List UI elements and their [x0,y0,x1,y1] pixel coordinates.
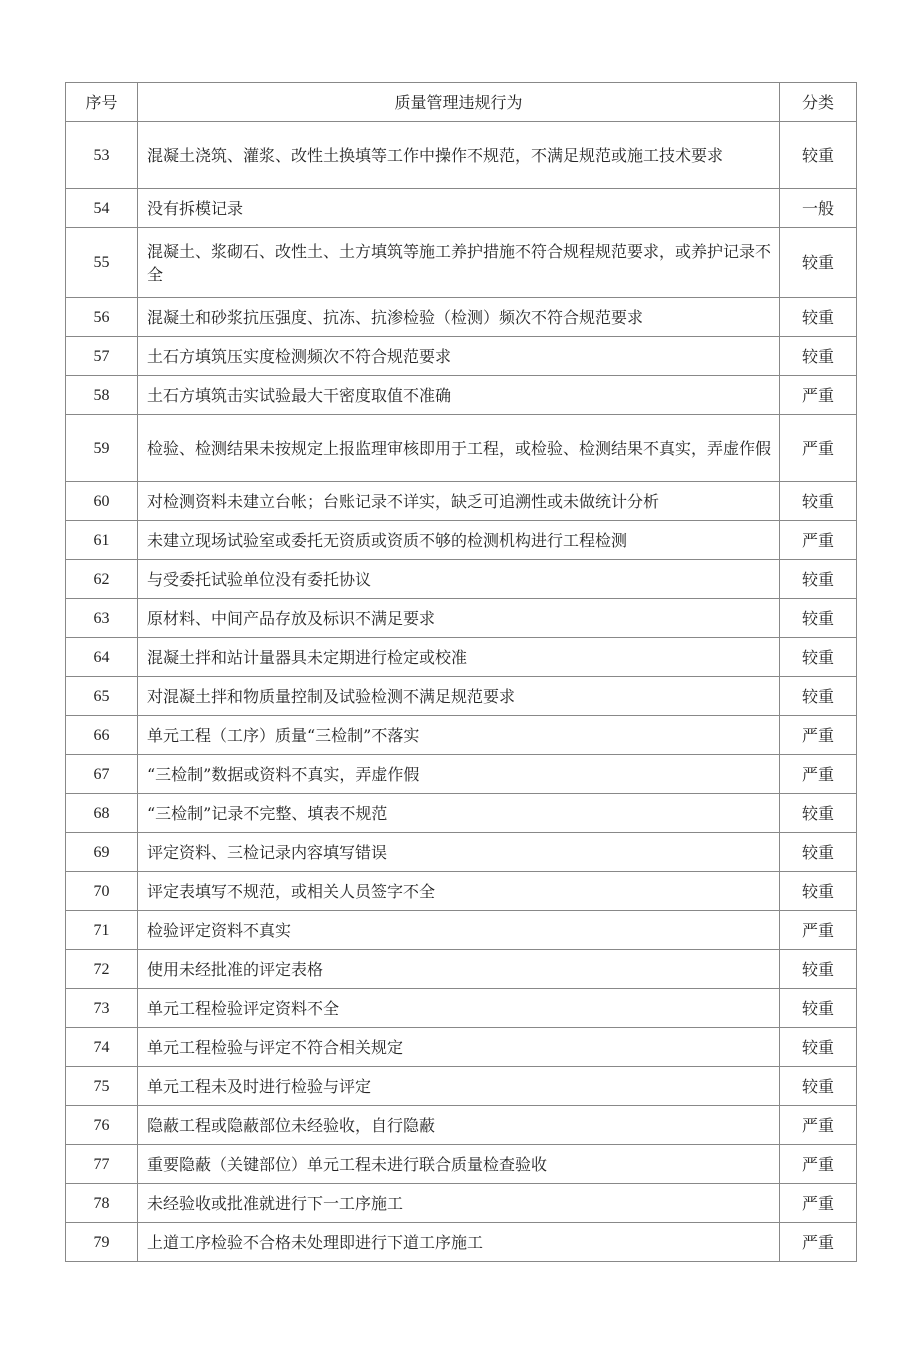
row-category: 较重 [780,1067,857,1106]
row-category: 严重 [780,716,857,755]
row-violation: 混凝土拌和站计量器具未定期进行检定或校准 [138,638,780,677]
row-category: 较重 [780,298,857,337]
row-number: 69 [66,833,138,872]
table-row [66,1028,857,1067]
row-violation: 单元工程检验与评定不符合相关规定 [138,1028,780,1067]
row-number: 59 [66,415,138,482]
row-violation: 使用未经批准的评定表格 [138,950,780,989]
row-number: 53 [66,122,138,189]
row-number: 60 [66,482,138,521]
row-violation: 未建立现场试验室或委托无资质或资质不够的检测机构进行工程检测 [138,521,780,560]
violations-table [65,82,857,1262]
row-number: 70 [66,872,138,911]
row-violation: 对检测资料未建立台帐；台账记录不详实，缺乏可追溯性或未做统计分析 [138,482,780,521]
row-violation: 检验、检测结果未按规定上报监理审核即用于工程，或检验、检测结果不真实，弄虚作假 [138,415,780,482]
row-violation: 原材料、中间产品存放及标识不满足要求 [138,599,780,638]
row-violation: 重要隐蔽（关键部位）单元工程未进行联合质量检查验收 [138,1145,780,1184]
row-violation: 与受委托试验单位没有委托协议 [138,560,780,599]
row-violation: 评定表填写不规范，或相关人员签字不全 [138,872,780,911]
row-number: 66 [66,716,138,755]
row-category: 较重 [780,560,857,599]
row-violation: 检验评定资料不真实 [138,911,780,950]
table-row [66,638,857,677]
row-category: 严重 [780,376,857,415]
table-row [66,228,857,298]
table-row [66,337,857,376]
row-violation: 单元工程检验评定资料不全 [138,989,780,1028]
row-category: 较重 [780,872,857,911]
row-category: 较重 [780,833,857,872]
row-violation: 单元工程未及时进行检验与评定 [138,1067,780,1106]
row-category: 严重 [780,1145,857,1184]
row-category: 严重 [780,1223,857,1262]
row-number: 63 [66,599,138,638]
row-number: 74 [66,1028,138,1067]
row-category: 较重 [780,228,857,298]
table-row [66,950,857,989]
row-category: 较重 [780,950,857,989]
table-row [66,1145,857,1184]
row-category: 严重 [780,755,857,794]
table-row [66,376,857,415]
row-number: 67 [66,755,138,794]
table-row [66,1184,857,1223]
table-row [66,911,857,950]
table-row [66,716,857,755]
header-number: 序号 [66,83,138,122]
row-violation: 评定资料、三检记录内容填写错误 [138,833,780,872]
row-number: 71 [66,911,138,950]
row-number: 55 [66,228,138,298]
header-category: 分类 [780,83,857,122]
table-row [66,755,857,794]
table-row [66,122,857,189]
row-category: 较重 [780,989,857,1028]
row-violation: 隐蔽工程或隐蔽部位未经验收，自行隐蔽 [138,1106,780,1145]
row-category: 严重 [780,521,857,560]
row-number: 54 [66,189,138,228]
row-violation: 混凝土和砂浆抗压强度、抗冻、抗渗检验（检测）频次不符合规范要求 [138,298,780,337]
table-row [66,482,857,521]
table-row [66,521,857,560]
table-row [66,298,857,337]
table-row [66,560,857,599]
table-row [66,1106,857,1145]
row-category: 严重 [780,1106,857,1145]
table-row [66,189,857,228]
row-number: 56 [66,298,138,337]
header-violation: 质量管理违规行为 [138,83,780,122]
row-violation: “三检制”记录不完整、填表不规范 [138,794,780,833]
table-header-row [66,83,857,122]
row-category: 较重 [780,794,857,833]
row-number: 58 [66,376,138,415]
row-violation: 混凝土、浆砌石、改性土、土方填筑等施工养护措施不符合规程规范要求，或养护记录不全 [138,228,780,298]
table-row [66,1223,857,1262]
table-body [66,122,857,1262]
row-number: 77 [66,1145,138,1184]
row-number: 65 [66,677,138,716]
table-row [66,599,857,638]
table-row [66,833,857,872]
table-row [66,794,857,833]
row-category: 较重 [780,677,857,716]
row-violation: 没有拆模记录 [138,189,780,228]
row-number: 76 [66,1106,138,1145]
row-category: 较重 [780,1028,857,1067]
row-violation: 单元工程（工序）质量“三检制”不落实 [138,716,780,755]
row-category: 一般 [780,189,857,228]
row-number: 75 [66,1067,138,1106]
row-violation: “三检制”数据或资料不真实，弄虚作假 [138,755,780,794]
row-violation: 未经验收或批准就进行下一工序施工 [138,1184,780,1223]
row-category: 较重 [780,638,857,677]
row-number: 68 [66,794,138,833]
row-violation: 土石方填筑压实度检测频次不符合规范要求 [138,337,780,376]
row-category: 严重 [780,911,857,950]
row-number: 62 [66,560,138,599]
row-number: 79 [66,1223,138,1262]
row-number: 61 [66,521,138,560]
row-category: 较重 [780,122,857,189]
table-row [66,415,857,482]
row-number: 64 [66,638,138,677]
table-row [66,1067,857,1106]
row-number: 57 [66,337,138,376]
row-violation: 土石方填筑击实试验最大干密度取值不准确 [138,376,780,415]
row-category: 较重 [780,599,857,638]
row-category: 较重 [780,482,857,521]
row-category: 严重 [780,415,857,482]
table-row [66,677,857,716]
row-number: 72 [66,950,138,989]
row-violation: 上道工序检验不合格未处理即进行下道工序施工 [138,1223,780,1262]
row-violation: 混凝土浇筑、灌浆、改性土换填等工作中操作不规范，不满足规范或施工技术要求 [138,122,780,189]
row-number: 73 [66,989,138,1028]
row-category: 严重 [780,1184,857,1223]
row-violation: 对混凝土拌和物质量控制及试验检测不满足规范要求 [138,677,780,716]
table-row [66,872,857,911]
table-row [66,989,857,1028]
row-number: 78 [66,1184,138,1223]
row-category: 较重 [780,337,857,376]
